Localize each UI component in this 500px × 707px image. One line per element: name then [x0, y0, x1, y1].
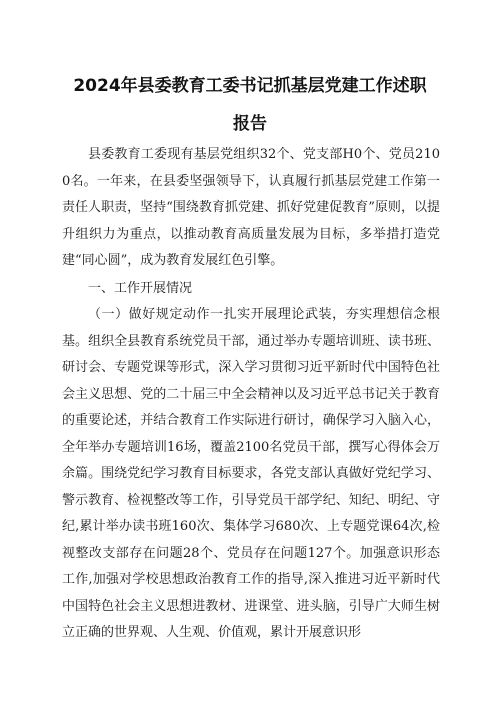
body-paragraph: （一）做好规定动作一扎实开展理论武装，夯实理想信念根基。组织全县教育系统党员干部，通过举办专题培训班、读书班、研讨会、专题党课等形式，深入学习贯彻习近平新时代中国特色社会主义思想、党的二十届三中全会精神以及习近平总书记关于教育的重要论述，并结合教育工作实际进行研讨，确保学习入脑入心，全年举办专题培训16场，覆盖2100名党员干部，撰写心得体会万余篇。围绕党纪学习教育目标要求，各党支部认真做好党纪学习、警示教育、检视整改等工作，引导党员干部学纪、知纪、明纪、守纪,累计举办读书班160次、集体学习680次、上专题党课64次,检视整改支部存在问题28个、党员存在问题127个。加强意识形态工作,加强对学校思想政治教育工作的指导,深入推进习近平新时代中国特色社会主义思想进教材、进课堂、进头脑，引导广大师生树立正确的世界观、人生观、价值观，累计开展意识形 — [62, 307, 440, 640]
document-title: 2024年县委教育工委书记抓基层党建工作述职 — [73, 76, 427, 96]
section-heading: 一、工作开展情况 — [88, 281, 193, 296]
intro-paragraph: 县委教育工委现有基层党组织32个、党支部H0个、党员2100名。一年来，在县委坚强领导下，认真履行抓基层党建工作第一责任人职责，坚持“围绕教育抓党建、抓好党建促教育”原则，以提升组织力为重点，以推动教育高质量发展为目标，多举措打造党建“同心圆”，成为教育发展红色引擎。 — [62, 147, 440, 268]
document-title-continuation: 报告 — [233, 114, 267, 134]
